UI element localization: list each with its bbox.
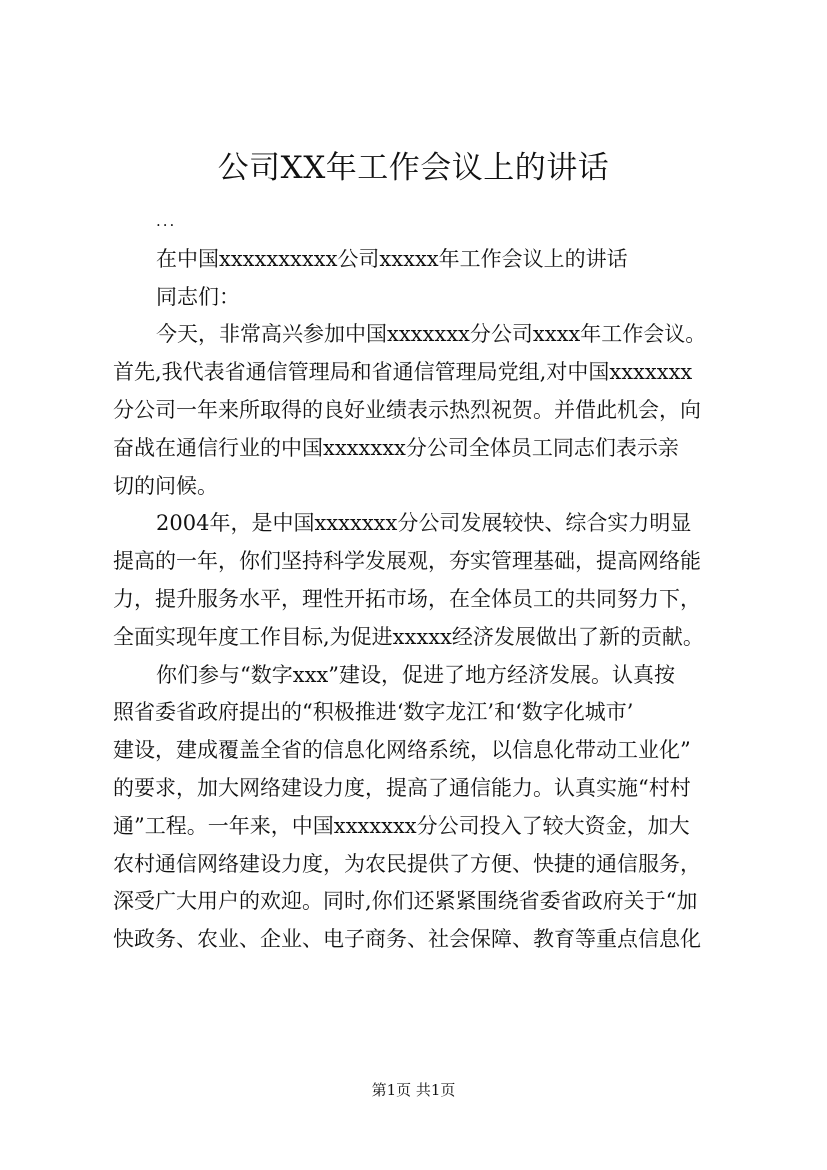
ellipsis-line: ... [156, 212, 177, 230]
paragraph-line: 全面实现年度工作目标,为促进xxxxx经济发展做出了新的贡献。 [113, 624, 704, 649]
paragraph-line: 提高的一年，你们坚持科学发展观，夯实管理基础，提高网络能 [113, 549, 701, 574]
page-footer: 第1页 共1页 [371, 1081, 456, 1099]
paragraph-line: 力，提升服务水平，理性开拓市场，在全体员工的共同努力下， [113, 586, 701, 611]
salutation-line: 同志们： [156, 284, 240, 309]
paragraph-line: 你们参与“数字xxx”建设，促进了地方经济发展。认真按 [156, 662, 675, 687]
paragraph-line: 2004年，是中国xxxxxxx分公司发展较快、综合实力明显 [156, 511, 692, 536]
paragraph-line: 快政务、农业、企业、电子商务、社会保障、教育等重点信息化 [113, 927, 701, 952]
document-body [113, 203, 748, 959]
paragraph-line: 通”工程。一年来，中国xxxxxxx分公司投入了较大资金，加大 [113, 813, 690, 838]
subtitle-line: 在中国xxxxxxxxxx公司xxxxx年工作会议上的讲话 [156, 246, 628, 271]
paragraph-line: 今天，非常高兴参加中国xxxxxxx分公司xxxx年工作会议。 [156, 322, 707, 347]
paragraph-line: 农村通信网络建设力度，为农民提供了方便、快捷的通信服务， [113, 851, 701, 876]
paragraph-line: 建设，建成覆盖全省的信息化网络系统，以信息化带动工业化” [113, 738, 691, 763]
paragraph-line: 首先,我代表省通信管理局和省通信管理局党组,对中国xxxxxxx [113, 360, 693, 385]
paragraph-line: 的要求，加大网络建设力度，提高了通信能力。认真实施“村村 [113, 775, 691, 800]
paragraph-line: 分公司一年来所取得的良好业绩表示热烈祝贺。并借此机会，向 [113, 397, 701, 422]
paragraph-line: 照省委省政府提出的“积极推进‘数字龙江’和‘数字化城市’ [113, 700, 634, 725]
document-title: 公司XX年工作会议上的讲话 [217, 150, 610, 186]
paragraph-line: 深受广大用户的欢迎。同时,你们还紧紧围绕省委省政府关于“加 [113, 889, 698, 914]
paragraph-line: 奋战在通信行业的中国xxxxxxx分公司全体员工同志们表示亲 [113, 435, 679, 460]
paragraph-line: 切的问候。 [113, 473, 218, 498]
